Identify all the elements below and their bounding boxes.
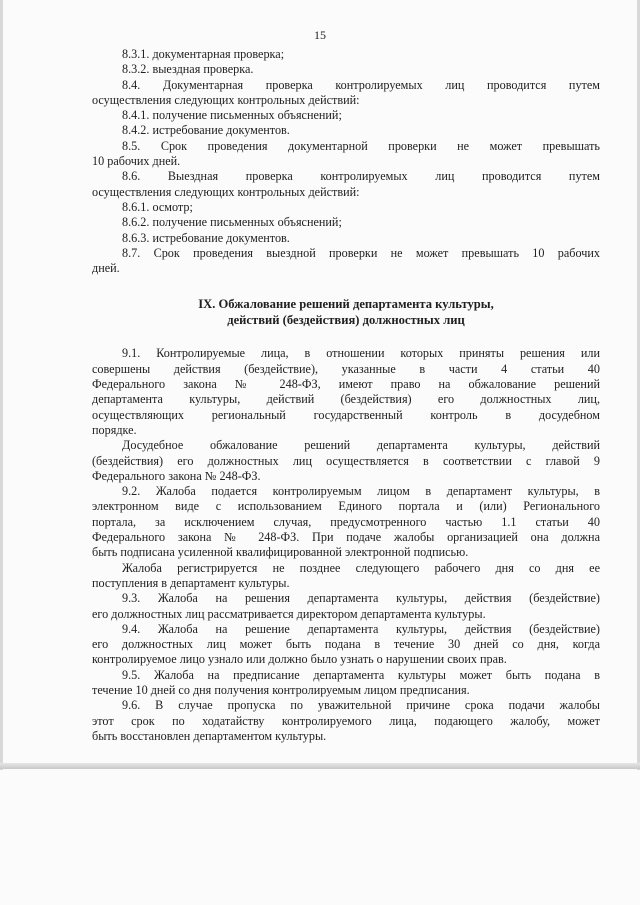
text-line: 8.3.1. документарная проверка; — [122, 47, 285, 61]
scan-bottom-edge — [0, 763, 640, 769]
text-line: 9.1. Контролируемые лица, в отношении которых приняты решения или — [122, 346, 600, 361]
text-line: Федерального закона № 248-ФЗ. — [92, 468, 261, 483]
text-line: совершены действия (бездействие), указанные в части 4 статьи 40 — [92, 361, 600, 376]
text-line: Федерального закона № 248-ФЗ, имеют право на обжалование решений — [92, 377, 600, 392]
text-line: его должностных лиц рассматривается директором департамента культуры. — [92, 606, 486, 621]
text-line: 8.3.2. выездная проверка. — [122, 62, 254, 77]
text-line: Федерального закона № 248-ФЗ. При подаче жалобы организацией она должна — [92, 530, 600, 545]
text-line: 8.4.2. истребование документов. — [122, 123, 290, 138]
text-line: 8.7. Срок проведения выездной проверки не может превышать 10 рабочих — [122, 245, 600, 260]
text-line: 8.4. Документарная проверка контролируемых лиц проводится путем — [122, 77, 600, 92]
text-line: портала, за исключением случая, предусмотренного частью 1.1 статьи 40 — [92, 514, 600, 529]
text-line: 9.2. Жалоба подается контролируемым лицом в департамент культуры, в — [122, 484, 600, 499]
text-line: осуществления следующих контрольных действий: — [92, 92, 360, 107]
text-line: 8.5. Срок проведения документарной проверки не может превышать — [122, 138, 600, 153]
text-line: 8.6.1. осмотр; — [122, 199, 193, 214]
page-number: 15 — [314, 28, 326, 42]
text-line: осуществления следующих контрольных действий: — [92, 184, 360, 199]
text-line: Досудебное обжалование решений департамента культуры, действий — [122, 438, 600, 453]
text-line: его должностных лиц может быть подана в течение 30 дней со дня, когда — [92, 637, 600, 652]
text-line: быть восстановлен департаментом культуры. — [92, 728, 327, 743]
section-heading-line-1: IX. Обжалование решений департамента культуры, — [198, 297, 494, 312]
text-line: осуществляющих региональный государственный контроль в досудебном — [92, 407, 600, 422]
text-line: Жалоба регистрируется не позднее следующего рабочего дня со дня ее — [122, 560, 600, 575]
text-line: 9.6. В случае пропуска по уважительной причине срока подачи жалобы — [122, 698, 600, 713]
document-body — [92, 47, 600, 744]
text-line: дней. — [92, 261, 120, 276]
text-line: электронном виде с использованием Единого портала и (или) Регионального — [92, 499, 600, 514]
text-line: 8.4.1. получение письменных объяснений; — [122, 108, 342, 123]
text-line: (бездействия) его должностных лиц осуществляется в соответствии с главой 9 — [92, 453, 600, 468]
text-line: порядке. — [92, 422, 137, 437]
text-line: 9.5. Жалоба на предписание департамента культуры может быть подана в — [122, 667, 600, 682]
text-line: этот срок по ходатайству контролируемого лица, подающего жалобу, может — [92, 713, 600, 728]
text-line: 9.4. Жалоба на решение департамента культуры, действия (бездействие) — [122, 621, 600, 636]
text-line: 8.6.2. получение письменных объяснений; — [122, 215, 342, 230]
text-line: контролируемое лицо узнало или должно было узнать о нарушении своих прав. — [92, 652, 507, 667]
text-line: департамента культуры, действий (бездействия) его должностных лиц, — [92, 392, 600, 407]
text-line: 9.3. Жалоба на решения департамента культуры, действия (бездействие) — [122, 591, 600, 606]
text-line: 8.6.3. истребование документов. — [122, 230, 290, 245]
text-line: быть подписана усиленной квалифицированной электронной подписью. — [92, 545, 469, 560]
text-line: течение 10 дней со дня получения контролируемым лицом предписания. — [92, 682, 470, 697]
scan-edge-left — [0, 0, 3, 770]
text-line: поступления в департамент культуры. — [92, 575, 290, 590]
text-line: 10 рабочих дней. — [92, 154, 181, 169]
text-line: 8.6. Выездная проверка контролируемых лиц проводится путем — [122, 169, 600, 184]
section-heading-line-2: действий (бездействия) должностных лиц — [227, 313, 465, 328]
